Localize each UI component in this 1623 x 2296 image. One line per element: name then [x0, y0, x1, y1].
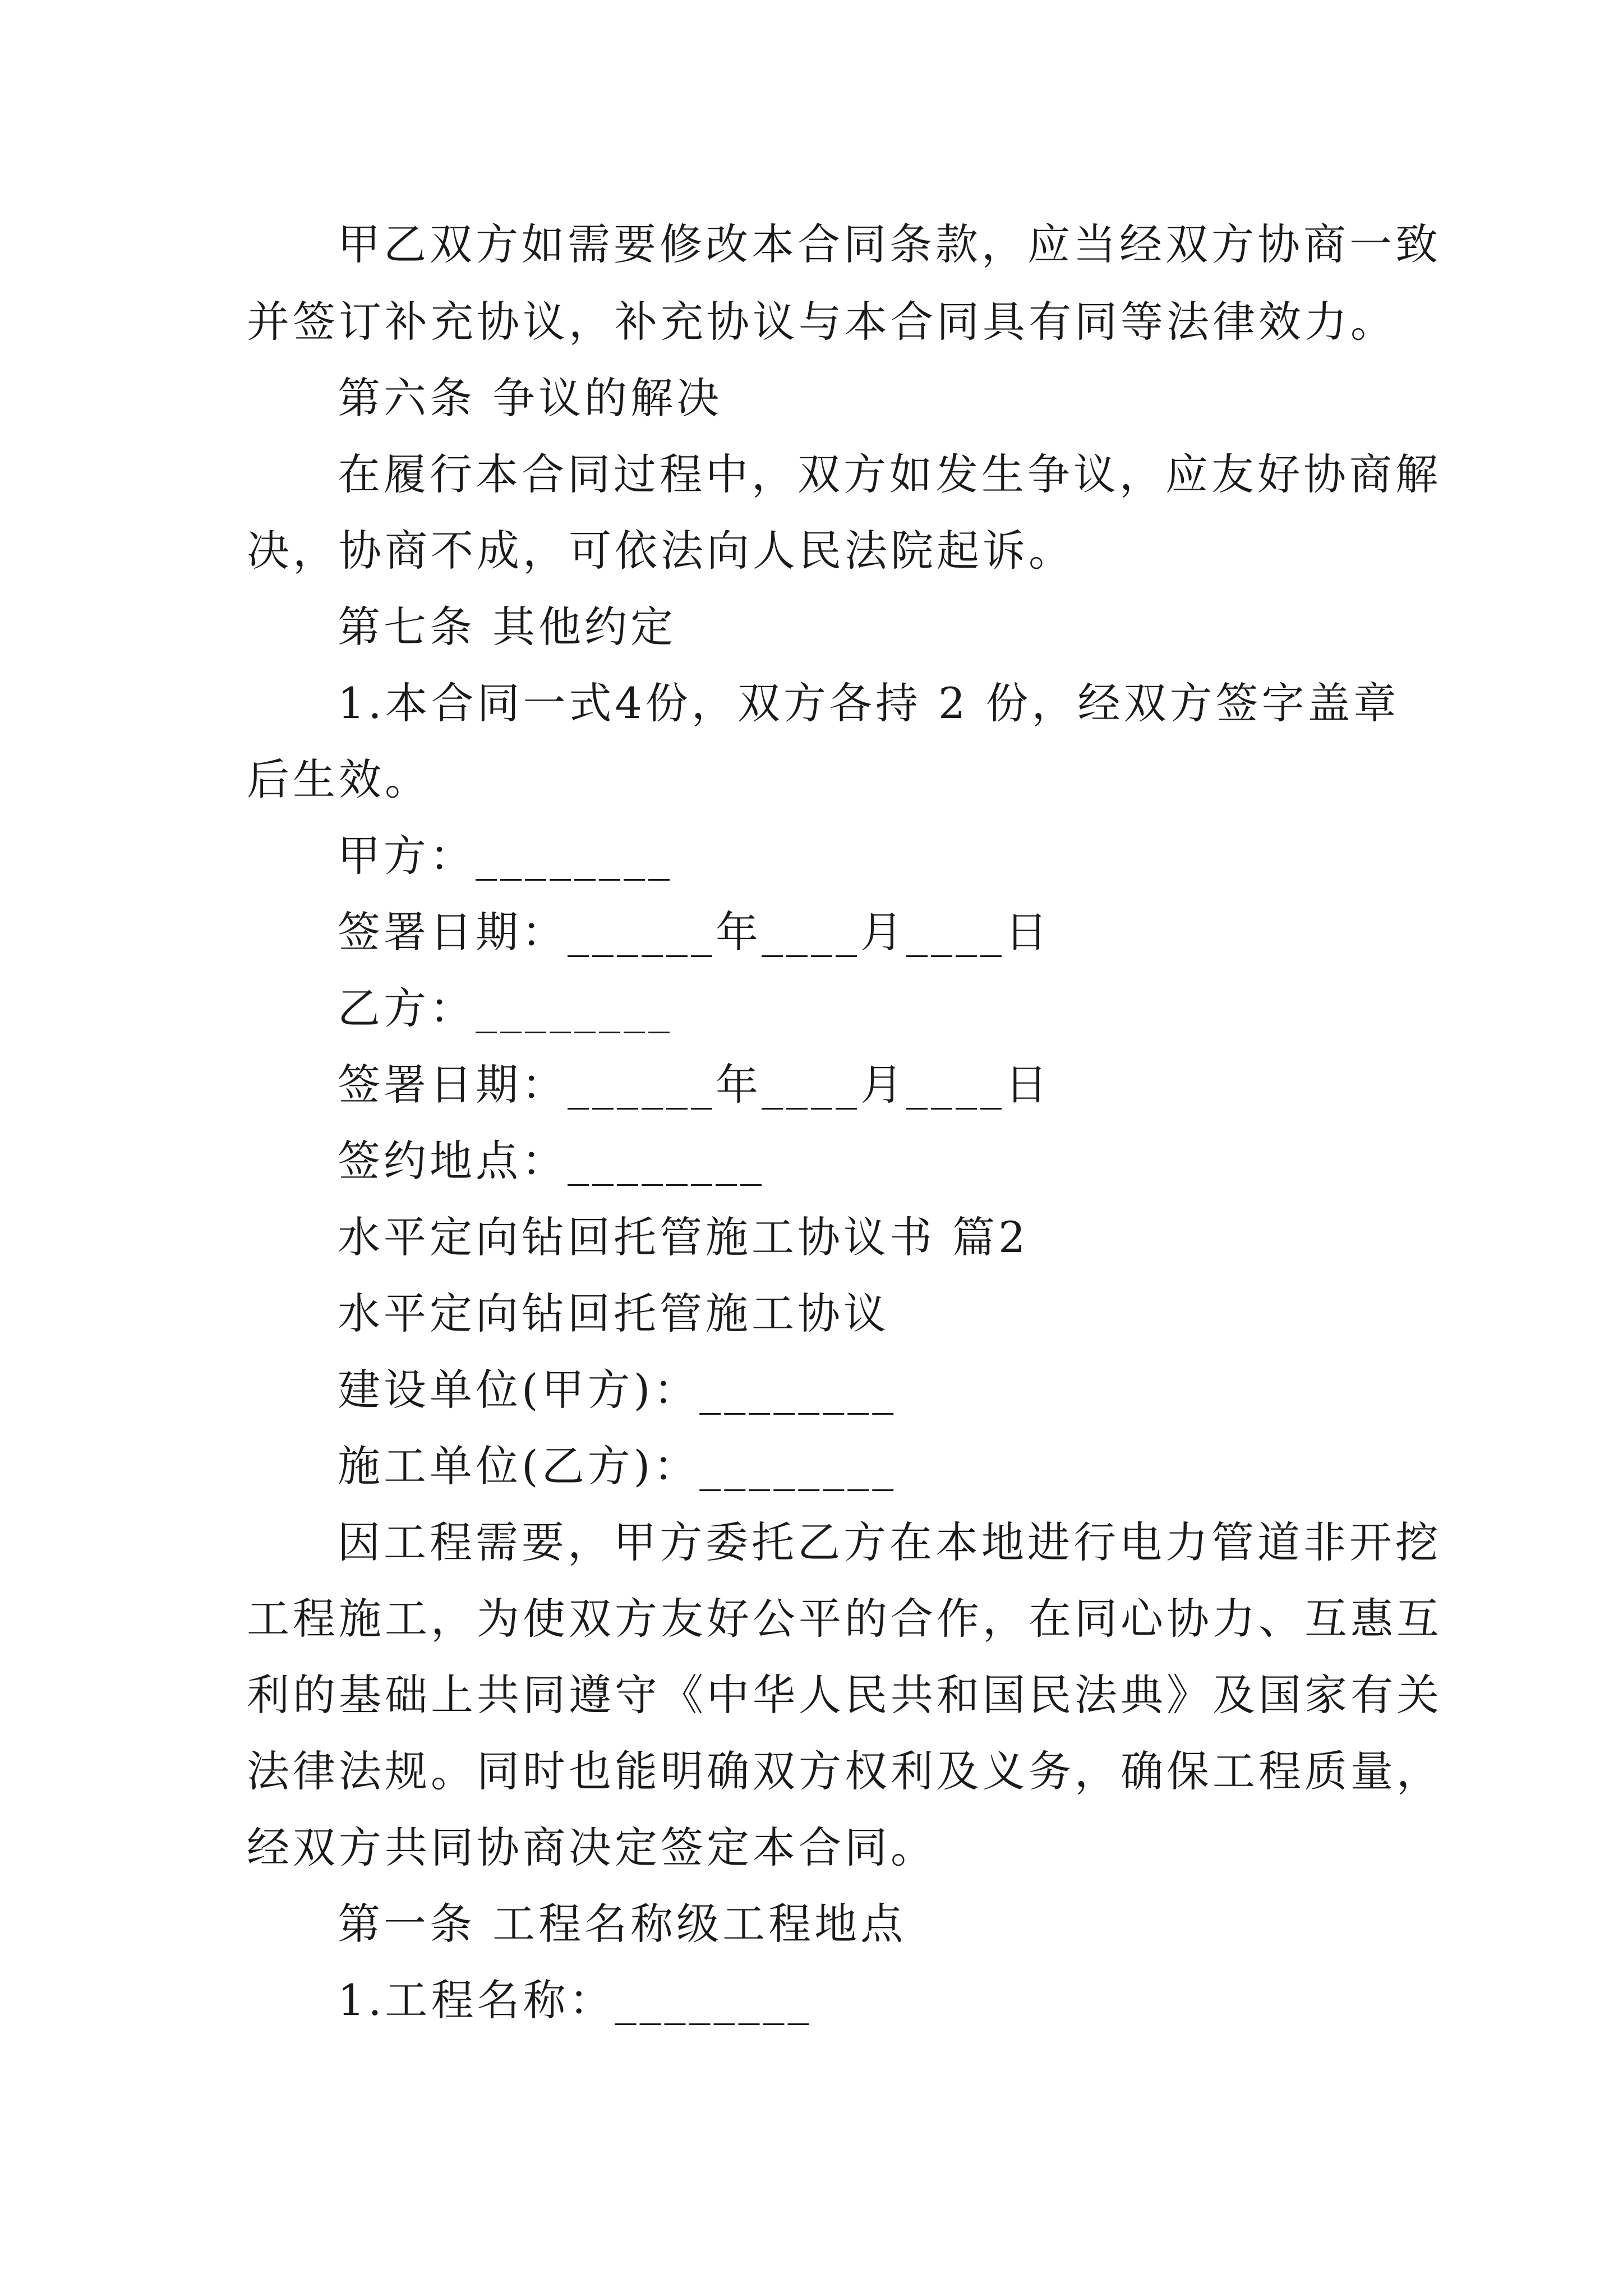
paragraph-line: 后生效。 [247, 754, 431, 804]
paragraph-line: 工程施工，为使双方友好公平的合作，在同心协力、互惠互 [247, 1594, 1442, 1644]
party-field: 施工单位(乙方)：________ [338, 1441, 897, 1491]
paragraph-line: 经双方共同协商决定签定本合同。 [247, 1823, 937, 1872]
signature-field: 甲方：________ [338, 831, 673, 881]
signature-field: 乙方：________ [338, 983, 673, 1033]
section-heading: 第七条 其他约定 [338, 602, 677, 652]
paragraph-line: 因工程需要，甲方委托乙方在本地进行电力管道非开挖 [338, 1517, 1441, 1567]
paragraph-line: 并签订补充协议，补充协议与本合同具有同等法律效力。 [247, 297, 1396, 347]
paragraph-line: 1.本合同一式4份，双方各持 2 份，经双方签字盖章 [338, 678, 1400, 728]
paragraph-line: 法律法规。同时也能明确双方权利及义务，确保工程质量， [247, 1746, 1442, 1796]
signing-place-field: 签约地点：________ [338, 1136, 765, 1186]
signature-date-field: 签署日期：______年____月____日 [338, 1060, 1051, 1110]
paragraph-line: 决，协商不成，可依法向人民法院起诉。 [247, 526, 1075, 576]
paragraph-line: 在履行本合同过程中，双方如发生争议，应友好协商解 [338, 449, 1441, 499]
project-name-field: 1.工程名称：________ [338, 1975, 813, 2025]
paragraph-line: 甲乙双方如需要修改本合同条款，应当经双方协商一致 [338, 219, 1441, 269]
section-heading: 第六条 争议的解决 [338, 373, 723, 423]
document-title: 水平定向钻回托管施工协议 [338, 1289, 889, 1338]
signature-date-field: 签署日期：______年____月____日 [338, 907, 1051, 957]
document-subtitle: 水平定向钻回托管施工协议书 篇2 [338, 1212, 1029, 1262]
paragraph-line: 利的基础上共同遵守《中华人民共和国民法典》及国家有关 [247, 1670, 1442, 1720]
section-heading: 第一条 工程名称级工程地点 [338, 1899, 907, 1949]
party-field: 建设单位(甲方)：________ [338, 1365, 897, 1415]
